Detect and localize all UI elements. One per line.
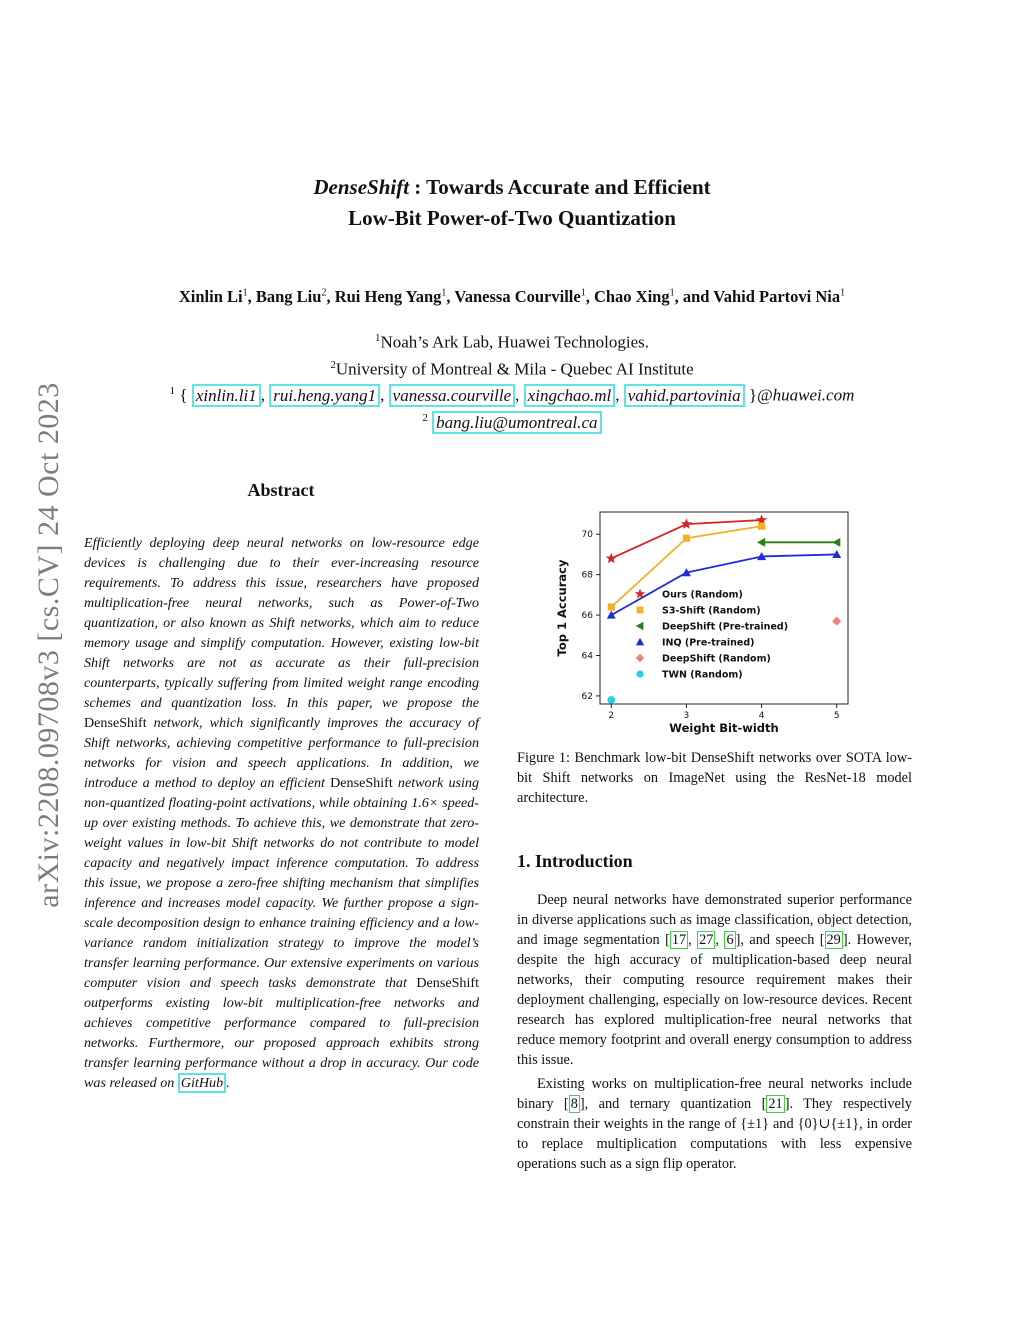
figure-1 [550, 500, 860, 740]
marker-square [608, 603, 615, 610]
email-line-2 [0, 407, 1024, 434]
y-tick-label: 62 [581, 691, 593, 702]
email-link[interactable]: vanessa.courville [389, 384, 516, 407]
affil-mark: 1 [169, 385, 176, 398]
legend-entry: TWN (Random) [662, 669, 743, 681]
affiliation-2 [0, 354, 1024, 381]
figure-caption: Figure 1: Benchmark low-bit DenseShift networks over SOTA low-bit Shift networks on ImageNet using the ResNet-18 model architecture. [517, 750, 912, 806]
affil-text: Noah’s Ark Lab, Huawei Technologies. [380, 332, 650, 352]
affil-text: University of Montreal & Mila - Quebec AI Institute [335, 359, 694, 379]
author-affil-mark: 1 [441, 287, 447, 299]
legend-entry: Ours (Random) [662, 589, 743, 601]
marker-square [683, 535, 690, 542]
marker-triangle-left [832, 538, 840, 547]
author-list: Xinlin Li$^1$, Bang Liu$^2$, Rui Heng Yang$^1$, Vanessa Courville$^1$, Chao Xing$^1$, and Vahid Partovi Nia$^1$ [178, 287, 846, 306]
marker-star [681, 518, 692, 529]
marker-square [637, 607, 644, 614]
brace-open: { [175, 385, 192, 405]
author-affil-mark: 2 [321, 287, 327, 299]
legend-entry: DeepShift (Pre-trained) [662, 621, 789, 633]
method-name: DenseShift [330, 775, 393, 791]
email-link[interactable]: vahid.partovinia [624, 384, 745, 407]
abstract-text: outperforms existing low-bit multiplication-free networks and achieves competitive performance compared to full-precision networks. Furthermore, our proposed approach exhibits strong transfer learning performance without a drop in accuracy. Our code was released on [84, 995, 479, 1091]
marker-circle [636, 670, 643, 677]
abstract-body [84, 533, 479, 1093]
marker-diamond [636, 654, 644, 662]
author: Chao Xing [593, 287, 670, 306]
x-axis-label: Weight Bit-width [669, 721, 779, 735]
email-link[interactable]: rui.heng.yang1 [269, 384, 380, 407]
brace-close: } [744, 385, 758, 405]
y-tick-label: 70 [581, 530, 593, 541]
affil-mark: 1 [374, 332, 381, 344]
arxiv-stamp-text: arXiv:2208.09708v3 [cs.CV] 24 Oct 2023 [32, 382, 65, 908]
body-text: ]. They respectively constrain their weights in the range of {±1} and {0}∪{±1}, in order to replace multiplication computations with less expensive operations such as a sign flip operator. [517, 1096, 913, 1172]
intro-paragraph-1: Deep neural networks have demonstrated superior performance in diverse applications such as image classification, object detection, and image segmentation [ 17 , 27 , 6 ], and speech [ 29 ]. However, despite the high accuracy of multiplication-based deep neural networks, their computing resource requirement makes their deployment challenging, especially on low-resource devices. Recent research has explored multiplication-free neural networks that reduce memory footprint and overall energy consumption to address this issue. [517, 892, 912, 1068]
affiliations [0, 327, 1024, 434]
x-tick-label: 4 [758, 711, 765, 721]
accuracy-chart [550, 500, 860, 740]
title-line-1-rest: : Towards Accurate and Efficient [409, 175, 711, 199]
author: Rui Heng Yang [334, 287, 442, 306]
y-tick-label: 64 [581, 651, 593, 662]
legend-entry: S3-Shift (Random) [662, 605, 761, 617]
x-tick-label: 5 [833, 711, 840, 721]
affil-mark: 2 [422, 411, 428, 424]
y-tick-label: 66 [581, 611, 593, 622]
author-affil-mark: 1 [242, 287, 248, 299]
author: Xinlin Li [178, 287, 243, 306]
marker-circle [607, 696, 615, 704]
legend-entry: DeepShift (Random) [662, 653, 771, 665]
citation-link[interactable]: 27 [699, 932, 714, 948]
abstract-text: network using non-quantized floating-point activations, while obtaining 1.6× speed-up over existing methods. To achieve this, we demonstrate that zero-weight values in low-bit Shift networks do not contribute to model capacity and negatively impact inference computation. To address this issue, we propose a zero-free shifting mechanism that simplifies inference and increases model capacity. We further propose a sign-scale decomposition design to enhance training efficiency and a low-variance random initialization strategy to improve the model’s transfer learning performance. Our extensive experiments on various computer vision and speech tasks demonstrate that [84, 775, 479, 991]
marker-square [758, 523, 765, 530]
abstract-text: network, which significantly improves the accuracy of Shift networks, achieving competitive performance to full-precision networks for vision and speech applications. In addition, we introduce a method to deploy an efficient [84, 715, 479, 791]
body-text: Deep neural networks have demonstrated superior performance in diverse applications such as image classification, object detection, and image segmentation [517, 892, 912, 948]
email-domain: @huawei.com [757, 385, 855, 405]
abstract-text: . [226, 1075, 230, 1091]
body-text: ]. However, despite the high accuracy of multiplication-based deep neural networks, their computing resource requirement makes their deployment challenging, especially on low-resource devices. Recent research has explored multiplication-free neural networks that reduce memory footprint and overall energy consumption to address this issue. [517, 932, 912, 1068]
email-line-1: $^1$ { xinlin.li1 , rui.heng.yang1 , vanessa.courville , xingchao.ml , vahid.partovinia }@huawei.com [169, 385, 855, 405]
y-axis-label: Top 1 Accuracy [555, 559, 569, 657]
citation-link[interactable]: 21 [768, 1096, 783, 1112]
bracket: [ [665, 932, 670, 948]
citation-link[interactable]: 17 [671, 932, 687, 948]
method-name: DenseShift [84, 715, 147, 731]
github-link[interactable]: GitHub [178, 1073, 226, 1093]
section-heading-introduction: 1. Introduction [517, 851, 633, 871]
introduction-body [517, 890, 912, 1178]
bracket: ] [735, 932, 741, 948]
body-text: , and speech [ [740, 932, 825, 948]
x-tick-label: 2 [608, 711, 615, 721]
email-link[interactable]: bang.liu@umontreal.ca [432, 411, 601, 434]
affil-mark: 2 [330, 358, 336, 371]
paper-title [0, 172, 1024, 234]
title-line-2: Low-Bit Power-of-Two Quantization [348, 206, 676, 230]
x-tick-label: 3 [683, 711, 690, 721]
author-affil-mark: 1 [580, 287, 586, 299]
author-affil-mark: 1 [840, 287, 846, 299]
method-name: DenseShift [416, 975, 479, 991]
citation-link[interactable]: 8 [570, 1096, 578, 1112]
affiliation-1 [0, 327, 1024, 354]
abstract-text: Efficiently deploying deep neural networks on low-resource edge devices is challenging due to their ever-increasing resource requirements. To address this issue, researchers have proposed multiplication-free neural networks, such as Power-of-Two quantization, or also known as Shift networks, which aim to reduce memory usage and simplify computation. However, existing low-bit Shift networks are not as accurate as their full-precision counterparts, typically suffering from limited weight range encoding schemes and quantization loss. In this paper, we propose the [84, 535, 479, 711]
marker-triangle-left [636, 622, 644, 630]
title-line-1 [0, 172, 1024, 203]
marker-triangle-up [636, 638, 644, 646]
body-text: Existing works on multiplication-free neural networks include binary [ [517, 1076, 912, 1112]
marker-star [606, 553, 617, 564]
author: Bang Liu [255, 287, 322, 306]
abstract-heading: Abstract [247, 480, 315, 500]
author-affil-mark: 1 [669, 287, 675, 299]
y-tick-label: 68 [581, 570, 593, 581]
marker-triangle-left [757, 538, 765, 547]
body-text: ], and ternary quantization [ [579, 1096, 767, 1112]
author: Vanessa Courville [454, 287, 581, 306]
author: Vahid Partovi Nia [713, 287, 841, 306]
legend-entry: INQ (Pre-trained) [662, 637, 755, 649]
arxiv-stamp [28, 355, 70, 935]
citation-link[interactable]: 6 [726, 932, 734, 948]
intro-paragraph-2 [517, 1074, 912, 1174]
marker-triangle-up [607, 611, 616, 619]
citation-link[interactable]: 29 [826, 932, 841, 948]
marker-diamond [832, 617, 841, 626]
title-method-name: DenseShift [313, 175, 410, 199]
email-link[interactable]: xingchao.ml [524, 384, 616, 407]
email-link[interactable]: xinlin.li1 [192, 384, 261, 407]
